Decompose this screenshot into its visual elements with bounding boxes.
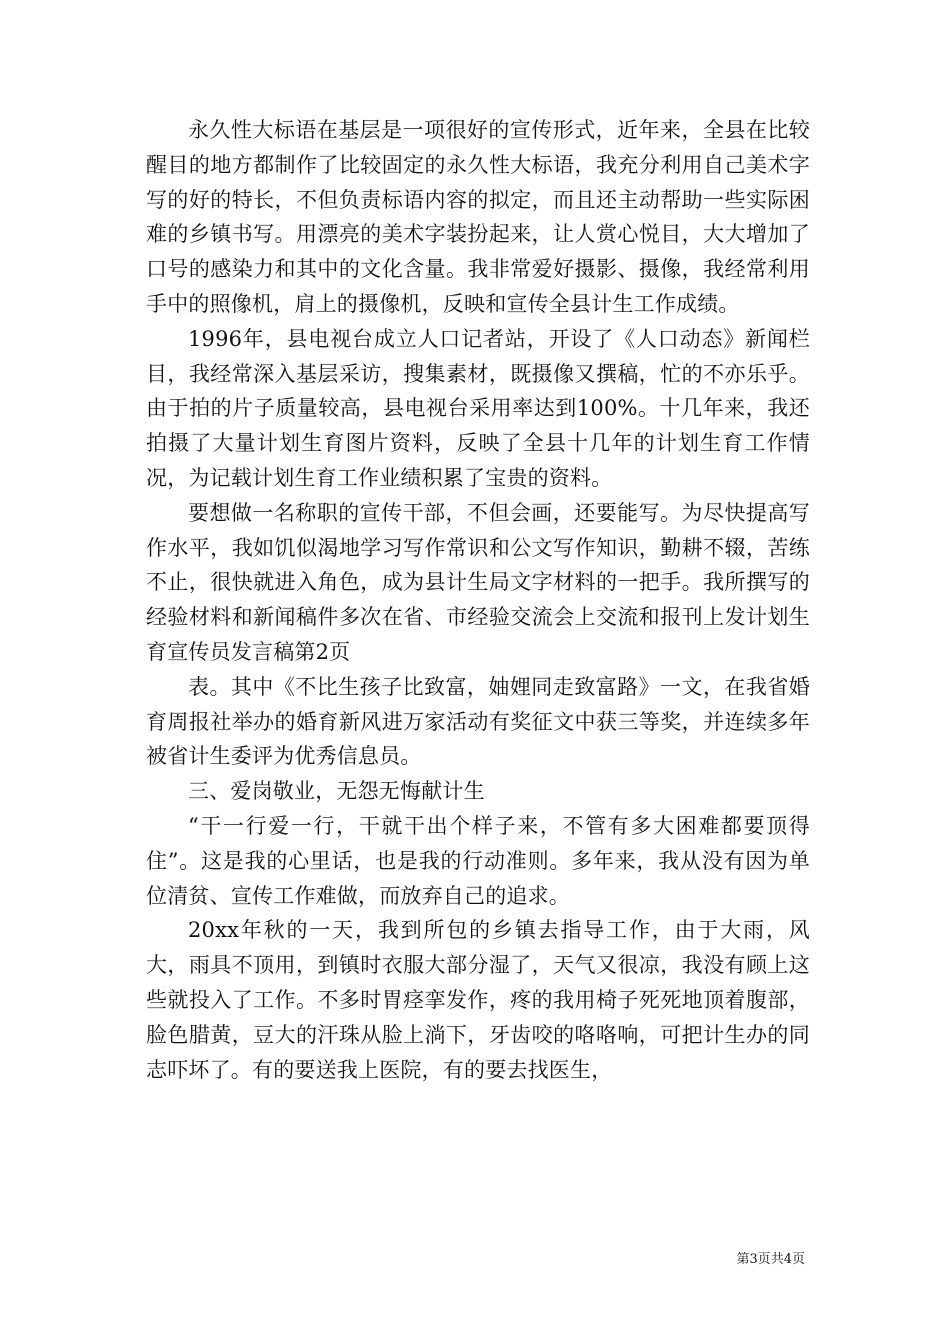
page-number: 第3页共4页 [736, 1252, 805, 1267]
section-heading: 三、爱岗敬业，无怨无悔献计生 [188, 779, 485, 804]
paragraph-tv-station: 1996年，县电视台成立人口记者站，开设了《人口动态》新闻栏目，我经常深入基层采访，搜集素材，既摄像又撰稿，忙的不亦乐乎。由于拍的片子质量较高，县电视台采用率达到100%。十几年来，我还拍摄了大量计划生育图片资料，反映了全县十几年的计划生育工作情况，为记载计划生育工作业绩积累了宝贵的资料。 [146, 326, 810, 490]
paragraph-award: 表。其中《不比生孩子比致富，妯娌同走致富路》一文，在我省婚育周报社举办的婚育新风进万家活动有奖征文中获三等奖，并连续多年被省计生委评为优秀信息员。 [146, 674, 810, 769]
body-text [146, 113, 810, 1087]
paragraph-autumn-story: 20xx年秋的一天，我到所包的乡镇去指导工作，由于大雨，风大，雨具不顶用，到镇时衣服大部分湿了，天气又很凉，我没有顾上这些就投入了工作。不多时胃痉挛发作，疼的我用椅子死死地顶着腹部，脸色腊黄，豆大的汗珠从脸上淌下，牙齿咬的咯咯响，可把计生办的同志吓坏了。有的要送我上医院，有的要去找医生， [146, 918, 810, 1082]
paragraph-slogans: 永久性大标语在基层是一项很好的宣传形式，近年来，全县在比较醒目的地方都制作了比较固定的永久性大标语，我充分利用自己美术字写的好的特长，不但负责标语内容的拟定，而且还主动帮助一些实际困难的乡镇书写。用漂亮的美术字装扮起来，让人赏心悦目，大大增加了口号的感染力和其中的文化含量。我非常爱好摄影、摄像，我经常利用手中的照像机，肩上的摄像机，反映和宣传全县计生工作成绩。 [146, 118, 810, 316]
paragraph-writing: 要想做一名称职的宣传干部，不但会画，还要能写。为尽快提高写作水平，我如饥似渴地学习写作常识和公文写作知识，勤耕不辍，苦练不止，很快就进入角色，成为县计生局文字材料的一把手。我所撰写的经验材料和新闻稿件多次在省、市经验交流会上交流和报刊上发计划生育宣传员发言稿第2页 [146, 500, 810, 664]
paragraph-motto: “干一行爱一行，干就干出个样子来，不管有多大困难都要顶得住”。这是我的心里话，也是我的行动准则。多年来，我从没有因为单位清贫、宣传工作难做，而放弃自己的追求。 [146, 813, 810, 908]
